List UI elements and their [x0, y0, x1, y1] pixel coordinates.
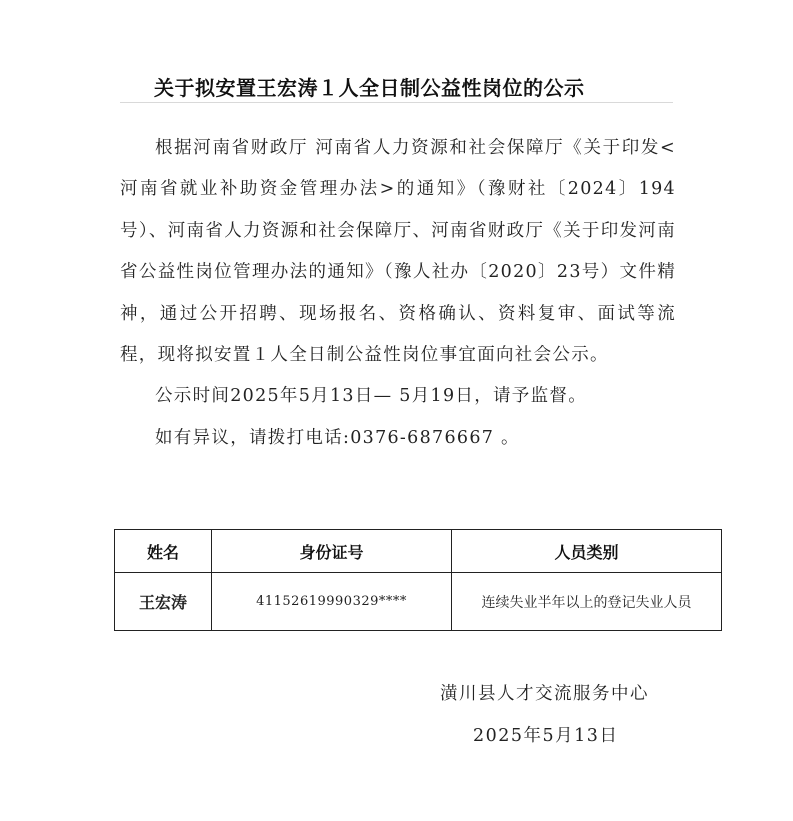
- table-row: [115, 573, 722, 631]
- paragraph-policy-basis: 根据河南省财政厅 河南省人力资源和社会保障厅《关于印发<河南省就业补助资金管理办法>的通知》（豫财社〔2024〕194号）、河南省人力资源和社会保障厅、河南省财政厅《关于印发河南省公益性岗位管理办法的通知》（豫人社办〔2020〕23号）文件精神，通过公开招聘、现场报名、资格确认、资料复审、面试等流程，现将拟安置１人全日制公益性岗位事宜面向社会公示。: [120, 138, 676, 366]
- applicant-table: [114, 529, 722, 631]
- paragraph-announcement-period: 公示时间2025年5月13日— 5月19日，请予监督。: [155, 386, 588, 407]
- header-name: 姓名: [115, 530, 212, 573]
- page-title: 关于拟安置王宏涛１人全日制公益性岗位的公示: [154, 76, 585, 100]
- notice-body: [120, 128, 676, 459]
- cell-id-number: 41152619990329****: [212, 573, 452, 631]
- cell-category: 连续失业半年以上的登记失业人员: [452, 573, 722, 631]
- table-header-row: [115, 530, 722, 573]
- header-id-number: 身份证号: [212, 530, 452, 573]
- issue-date: 2025年5月13日: [473, 726, 619, 746]
- issuing-organization: 潢川县人才交流服务中心: [440, 684, 649, 704]
- header-category: 人员类别: [452, 530, 722, 573]
- paragraph-objection-contact: 如有异议，请拨打电话:0376-6876667 。: [155, 427, 520, 448]
- cell-name: 王宏涛: [115, 573, 212, 631]
- title-block: [120, 70, 673, 103]
